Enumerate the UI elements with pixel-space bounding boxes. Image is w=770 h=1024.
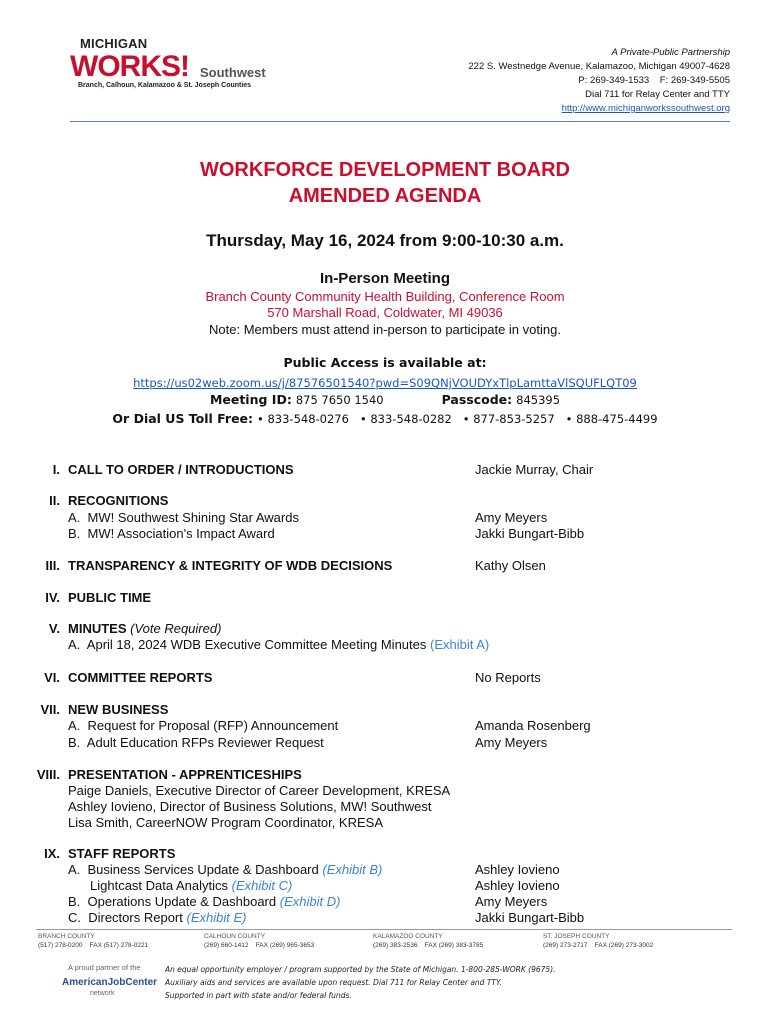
phone-fax: P: 269-349-1533 F: 269-349-5505 — [578, 75, 730, 86]
board-title: WORKFORCE DEVELOPMENT BOARD — [200, 159, 570, 181]
vote-required-note: (Vote Required) — [130, 621, 222, 636]
presenter: Amy Meyers — [475, 510, 548, 525]
street-address: 222 S. Westnedge Avenue, Kalamazoo, Michigan 49007-4628 — [468, 61, 730, 72]
agenda-item-heading: CALL TO ORDER / INTRODUCTIONS — [68, 462, 294, 477]
dial-label: Or Dial US Toll Free: — [112, 411, 254, 426]
eo-line: An equal opportunity employer / program supported by the State of Michigan. 1-800-285-WORK (9675). — [165, 965, 556, 974]
county-name: KALAMAZOO COUNTY — [373, 933, 443, 940]
logo-michigan-text: MICHIGAN — [80, 36, 148, 51]
exhibit-link[interactable]: (Exhibit D) — [279, 894, 341, 909]
dial-numbers: • 833-548-0276 • 833-548-0282 • 877-853-5257 • 888-475-4499 — [257, 412, 658, 426]
presenter: Amy Meyers — [475, 894, 548, 909]
logo-region-text: Southwest — [200, 65, 266, 80]
passcode: 845395 — [516, 393, 561, 407]
agenda-item-heading: NEW BUSINESS — [68, 702, 169, 717]
agenda-item-heading: COMMITTEE REPORTS — [68, 670, 213, 685]
agenda-subitem: C. Directors Report — [68, 910, 183, 925]
voting-note: Note: Members must attend in-person to participate in voting. — [209, 322, 561, 337]
item-number: VI. — [44, 670, 60, 685]
agenda-subitem: B. Operations Update & Dashboard — [68, 894, 277, 909]
meeting-credentials — [0, 392, 770, 407]
presenter-line: Lisa Smith, CareerNOW Program Coordinator, KRESA — [68, 815, 383, 830]
zoom-link[interactable]: https://us02web.zoom.us/j/87576501540?pwd=S09QNjVOUDYxTlpLamttaVlSQUFLQT09 — [133, 376, 637, 390]
agenda-subitem: B. Adult Education RFPs Reviewer Request — [68, 735, 324, 750]
staff-report-line — [68, 910, 246, 925]
presenter: No Reports — [475, 670, 541, 685]
agenda-title: AMENDED AGENDA — [288, 185, 482, 207]
exhibit-link[interactable]: (Exhibit B) — [322, 862, 383, 877]
agenda-subitem: A. April 18, 2024 WDB Executive Committee Meeting Minutes — [68, 637, 427, 652]
partnership-text: A Private-Public Partnership — [611, 47, 730, 58]
american-job-center-logo: AmericanJobCenter — [62, 977, 158, 988]
presenter: Jakki Bungart-Bibb — [475, 910, 585, 925]
staff-report-line — [90, 878, 292, 893]
agenda-item-heading: MINUTES — [68, 621, 127, 636]
item-number: IX. — [44, 846, 60, 861]
partner-text: A proud partner of the — [68, 963, 141, 972]
agenda-subitem: B. MW! Association's Impact Award — [68, 526, 275, 541]
exhibit-link[interactable]: (Exhibit C) — [231, 878, 293, 893]
item-number: IV. — [45, 590, 60, 605]
public-access-heading: Public Access is available at: — [283, 355, 487, 370]
item-number: VIII. — [36, 767, 60, 782]
meeting-id-label: Meeting ID: — [209, 392, 292, 407]
agenda-item-heading: TRANSPARENCY & INTEGRITY OF WDB DECISIONS — [68, 558, 393, 573]
agenda-item-heading: RECOGNITIONS — [68, 493, 169, 508]
county-name: BRANCH COUNTY — [38, 933, 95, 940]
item-number: VII. — [40, 702, 60, 717]
agenda-item-heading: PUBLIC TIME — [68, 590, 152, 605]
item-number: V. — [48, 621, 60, 636]
agenda-subitem: A. Business Services Update & Dashboard — [68, 862, 319, 877]
presenter: Kathy Olsen — [475, 558, 546, 573]
presenter-line: Ashley Iovieno, Director of Business Solutions, MW! Southwest — [68, 799, 432, 814]
dial-in — [0, 411, 770, 426]
meeting-id: 875 7650 1540 — [295, 393, 384, 407]
county-name: CALHOUN COUNTY — [204, 933, 266, 940]
item-number: III. — [45, 558, 60, 573]
minutes-heading-line — [68, 621, 221, 636]
exhibit-link[interactable]: (Exhibit A) — [430, 637, 490, 652]
exhibit-link[interactable]: (Exhibit E) — [186, 910, 247, 925]
presenter: Jakki Bungart-Bibb — [475, 526, 585, 541]
county-phones: (269) 273-2717 FAX (269) 273-3002 — [543, 942, 654, 949]
agenda-item-heading: PRESENTATION - APPRENTICESHIPS — [68, 767, 302, 782]
logo-counties-text: Branch, Calhoun, Kalamazoo & St. Joseph Counties — [78, 82, 252, 89]
logo-works-text: WORKS! — [70, 50, 189, 83]
passcode-label: Passcode: — [441, 392, 513, 407]
presenter: Amanda Rosenberg — [475, 718, 591, 733]
partner-network-text: network — [90, 990, 115, 997]
footer-divider — [36, 929, 732, 930]
location-building: Branch County Community Health Building, Conference Room — [205, 289, 565, 304]
website-link[interactable]: http://www.michiganworkssouthwest.org — [561, 103, 730, 114]
eo-line: Auxiliary aids and services are available upon request. Dial 711 for Relay Center and TTY. — [165, 978, 502, 987]
staff-report-line — [68, 894, 340, 909]
item-number: I. — [52, 462, 60, 477]
agenda-subitem: A. MW! Southwest Shining Star Awards — [68, 510, 299, 525]
address-block — [468, 46, 730, 116]
agenda-item-heading: STAFF REPORTS — [68, 846, 176, 861]
presenter-line: Paige Daniels, Executive Director of Career Development, KRESA — [68, 783, 451, 798]
county-phones: (269) 383-2536 FAX (269) 383-3785 — [373, 942, 484, 949]
presenter: Amy Meyers — [475, 735, 548, 750]
minutes-line — [68, 637, 489, 652]
county-phones: (517) 278-0200 FAX (517) 278-0221 — [38, 942, 149, 949]
presenter: Jackie Murray, Chair — [475, 462, 594, 477]
location-address: 570 Marshall Road, Coldwater, MI 49036 — [267, 305, 503, 320]
agenda-subitem: A. Request for Proposal (RFP) Announcement — [68, 718, 339, 733]
county-phones: (269) 660-1412 FAX (269) 965-3653 — [204, 942, 315, 949]
presenter: Ashley Iovieno — [475, 878, 560, 893]
meeting-type: In-Person Meeting — [319, 270, 450, 287]
presenter: Ashley Iovieno — [475, 862, 560, 877]
agenda-subitem: Lightcast Data Analytics — [90, 878, 229, 893]
equal-opportunity-statement — [165, 963, 556, 1002]
county-name: ST. JOSEPH COUNTY — [543, 933, 610, 940]
item-number: II. — [49, 493, 60, 508]
eo-line: Supported in part with state and/or federal funds. — [165, 991, 352, 1000]
staff-report-line — [68, 862, 382, 877]
header-divider — [70, 121, 730, 122]
relay-text: Dial 711 for Relay Center and TTY — [585, 89, 730, 100]
meeting-date: Thursday, May 16, 2024 from 9:00-10:30 a.m. — [206, 231, 564, 250]
